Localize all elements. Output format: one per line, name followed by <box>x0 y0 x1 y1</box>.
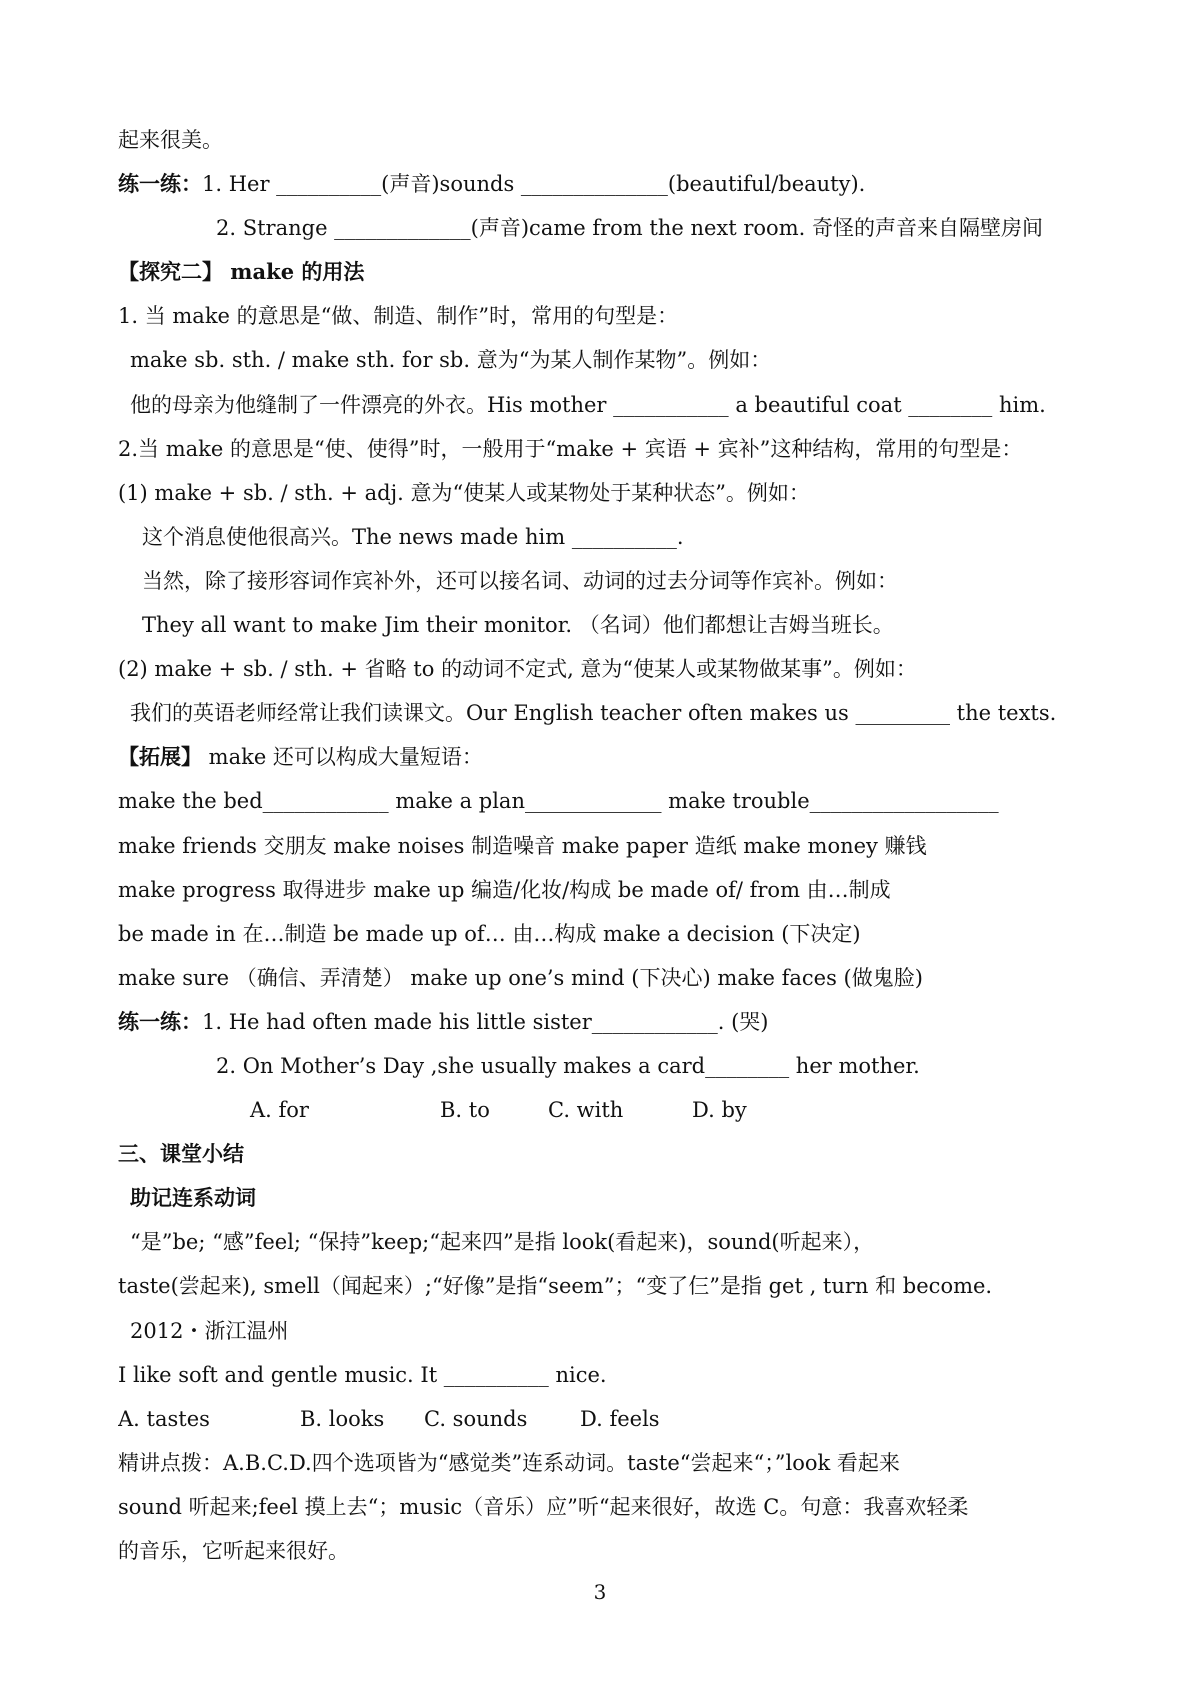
section-heading <box>118 735 1098 779</box>
phrase-line: make the bed____________ make a plan_____________ make trouble__________________ <box>118 789 999 814</box>
text-line: (2) make + sb. / sth. + 省略 to 的动词不定式, 意为“使某人或某物做某事”。例如： <box>118 657 917 682</box>
explanation-line: 精讲点拨：A.B.C.D.四个选项皆为“感觉类”连系动词。taste“尝起来“；”look 看起来 <box>118 1450 900 1475</box>
option-d: D. feels <box>580 1406 660 1431</box>
exercise-label: 练一练： <box>118 171 202 197</box>
section-heading: 三、课堂小结 <box>118 1141 244 1167</box>
answer-options <box>118 1397 1098 1441</box>
option-a: A. tastes <box>118 1406 210 1431</box>
section-heading-text: make 还可以构成大量短语： <box>202 745 483 770</box>
exercise-line <box>118 162 1098 206</box>
exercise-item: 1. Her __________(声音)sounds ______________(beautiful/beauty). <box>202 172 866 197</box>
phrase-line: make progress 取得进步 make up 编造/化妆/构成 be made of/ from 由…制成 <box>118 877 891 902</box>
exercise-item: 1. He had often made his little sister____________. (哭) <box>202 1009 769 1034</box>
phrase-line: make sure （确信、弄清楚） make up one’s mind (下决心) make faces (做鬼脸) <box>118 965 923 990</box>
text-line: 1. 当 make 的意思是“做、制造、制作”时，常用的句型是： <box>118 304 679 329</box>
text-line: 当然，除了接形容词作宾补外，还可以接名词、动词的过去分词等作宾补。例如： <box>142 568 898 593</box>
option-c: C. sounds <box>424 1406 528 1431</box>
answer-options <box>118 1088 1098 1132</box>
option-d: D. by <box>692 1098 747 1123</box>
option-b: B. looks <box>300 1406 385 1431</box>
text-line: 起来很美。 <box>118 128 223 152</box>
page-number: 3 <box>593 1580 607 1604</box>
phrase-line: make friends 交朋友 make noises 制造噪音 make paper 造纸 make money 赚钱 <box>118 833 927 858</box>
exercise-item: 2. On Mother’s Day ,she usually makes a card________ her mother. <box>216 1053 920 1078</box>
phrase-line: be made in 在…制造 be made up of… 由…构成 make a decision (下决定) <box>118 921 861 946</box>
subheading: 助记连系动词 <box>130 1185 256 1211</box>
option-b: B. to <box>440 1098 490 1123</box>
text-line: taste(尝起来), smell（闻起来）;“好像”是指“seem”；“变了仨”是指 get , turn 和 become. <box>118 1274 993 1299</box>
example-line: 我们的英语老师经常让我们读课文。Our English teacher often makes us _________ the texts. <box>130 701 1057 726</box>
explanation-line: 的音乐，它听起来很好。 <box>118 1539 349 1563</box>
option-a: A. for <box>250 1098 309 1123</box>
section-heading <box>118 250 1098 294</box>
text-line: “是”be; “感”feel; “保持”keep;“起来四”是指 look(看起来)，sound(听起来）， <box>130 1230 875 1255</box>
text-line: 2.当 make 的意思是“使、使得”时，一般用于“make + 宾语 + 宾补”这种结构，常用的句型是： <box>118 436 1023 461</box>
option-c: C. with <box>548 1098 624 1123</box>
section-bracket-label: 【拓展】 <box>118 744 202 770</box>
text-line: (1) make + sb. / sth. + adj. 意为“使某人或某物处于某种状态”。例如： <box>118 480 810 505</box>
explanation-line: sound 听起来;feel 摸上去“；music（音乐）应”听“起来很好，故选 C。句意：我喜欢轻柔 <box>118 1494 969 1519</box>
example-line: 这个消息使他很高兴。The news made him __________. <box>142 524 684 549</box>
exercise-label: 练一练： <box>118 1008 202 1034</box>
question-line: I like soft and gentle music. It __________ nice. <box>118 1362 607 1387</box>
document-page <box>118 118 1098 1573</box>
section-bracket-label: 【探究二】 <box>118 259 223 285</box>
text-line: make sb. sth. / make sth. for sb. 意为“为某人制作某物”。例如： <box>130 348 772 373</box>
example-line: 他的母亲为他缝制了一件漂亮的外衣。His mother ___________ a beautiful coat ________ him. <box>130 392 1046 417</box>
section-heading-text: make 的用法 <box>223 259 365 285</box>
exercise-item: 2. Strange _____________(声音)came from the next room. 奇怪的声音来自隔壁房间 <box>216 216 1043 241</box>
example-line: They all want to make Jim their monitor. （名词）他们都想让吉姆当班长。 <box>142 613 894 638</box>
source-label: 2012・浙江温州 <box>130 1318 289 1343</box>
exercise-line <box>118 1000 1098 1044</box>
